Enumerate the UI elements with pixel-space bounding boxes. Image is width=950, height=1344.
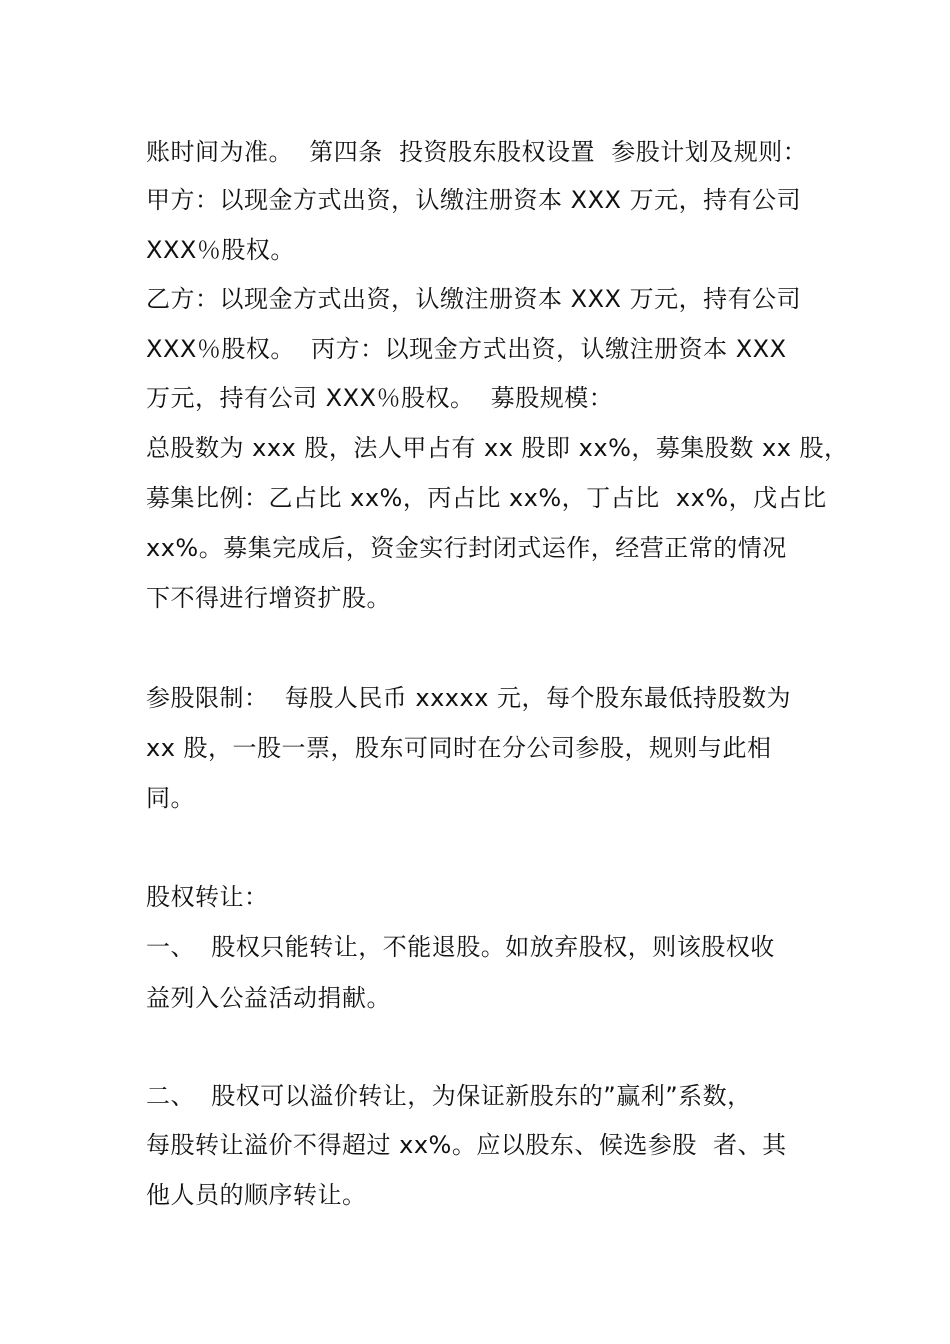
text-line: 同。	[146, 784, 195, 812]
text-line: 甲方：以现金方式出资，认缴注册资本 XXX 万元，持有公司	[146, 186, 802, 214]
text-line: 下不得进行增资扩股。	[146, 584, 391, 612]
text-line: 总股数为 xxx 股，法人甲占有 xx 股即 xx%，募集股数 xx 股，	[146, 434, 849, 462]
text-line: 账时间为准。 第四条 投资股东股权设置 参股计划及规则：	[146, 138, 808, 166]
text-line: 万元，持有公司 XXX％股权。 募股规模：	[146, 384, 614, 412]
text-line: 一、 股权只能转让，不能退股。如放弃股权，则该股权收	[146, 933, 775, 961]
text-line: xx%。募集完成后，资金实行封闭式运作，经营正常的情况	[146, 534, 787, 562]
text-line: 每股转让溢价不得超过 xx%。应以股东、候选参股 者、其	[146, 1131, 787, 1159]
text-line: XXX％股权。 丙方：以现金方式出资，认缴注册资本 XXX	[146, 335, 787, 363]
text-line: 二、 股权可以溢价转让，为保证新股东的”赢利”系数，	[146, 1082, 752, 1110]
text-line: 他人员的顺序转让。	[146, 1181, 367, 1209]
text-line: XXX％股权。	[146, 236, 295, 264]
text-line: 募集比例：乙占比 xx%，丙占比 xx%，丁占比 xx%，戊占比	[146, 484, 827, 512]
text-line: xx 股，一股一票，股东可同时在分公司参股，规则与此相	[146, 734, 772, 762]
text-line: 乙方：以现金方式出资，认缴注册资本 XXX 万元，持有公司	[146, 285, 802, 313]
text-line: 参股限制： 每股人民币 xxxxx 元，每个股东最低持股数为	[146, 684, 792, 712]
text-line: 股权转让：	[146, 883, 269, 911]
text-line: 益列入公益活动捐献。	[146, 984, 391, 1012]
